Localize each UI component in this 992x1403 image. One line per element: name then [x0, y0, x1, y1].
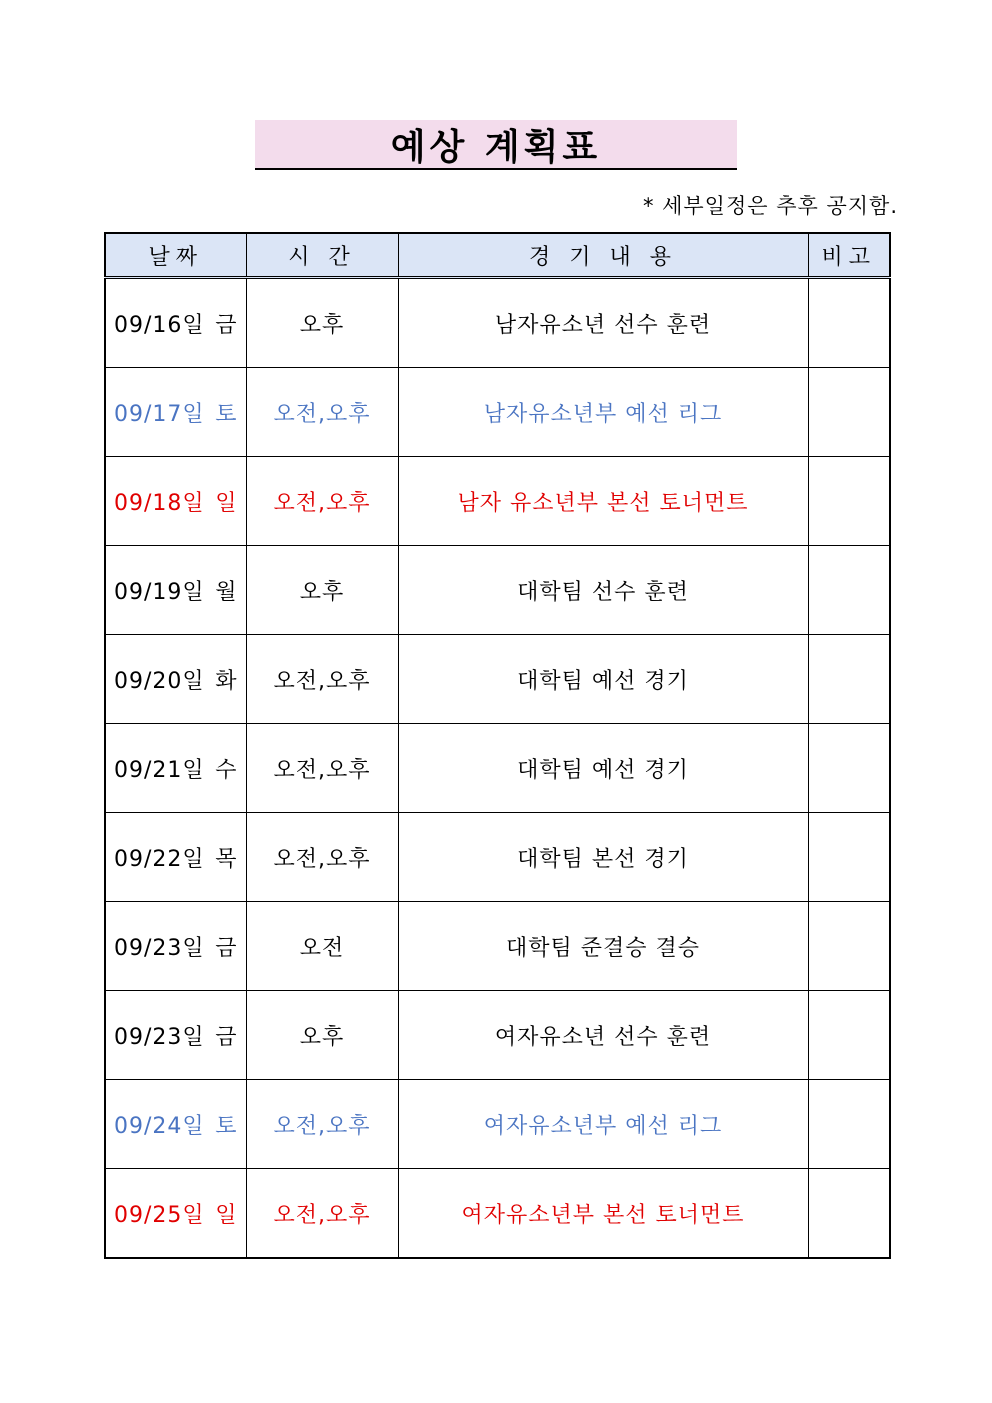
table-row — [105, 991, 890, 1080]
date-cell — [105, 813, 246, 902]
content-cell: 대학팀 준결승 결승 — [398, 902, 808, 991]
content-cell: 대학팀 예선 경기 — [398, 724, 808, 813]
date-cell — [105, 278, 246, 368]
table-header-row — [105, 233, 890, 278]
date-text: 09/23일 — [114, 1024, 205, 1050]
remark-cell — [808, 635, 890, 724]
title-banner — [255, 120, 737, 170]
page-title: 예상 계획표 — [390, 126, 602, 168]
table-row — [105, 278, 890, 368]
date-cell — [105, 991, 246, 1080]
remark-cell — [808, 991, 890, 1080]
time-cell: 오전,오후 — [246, 813, 398, 902]
schedule-body — [105, 278, 890, 1259]
date-cell — [105, 902, 246, 991]
weekday-text: 일 — [215, 490, 238, 516]
table-row — [105, 724, 890, 813]
remark-cell — [808, 902, 890, 991]
remark-cell — [808, 368, 890, 457]
table-row — [105, 1169, 890, 1259]
weekday-text: 금 — [215, 312, 238, 338]
weekday-text: 토 — [215, 1113, 238, 1139]
date-cell — [105, 724, 246, 813]
table-row — [105, 813, 890, 902]
table-row — [105, 368, 890, 457]
time-cell: 오후 — [246, 278, 398, 368]
time-cell: 오전,오후 — [246, 635, 398, 724]
content-cell: 남자 유소년부 본선 토너먼트 — [398, 457, 808, 546]
remark-cell — [808, 1080, 890, 1169]
date-text: 09/24일 — [114, 1113, 205, 1139]
remark-cell — [808, 546, 890, 635]
remark-cell — [808, 457, 890, 546]
date-text: 09/23일 — [114, 935, 205, 961]
table-row — [105, 546, 890, 635]
remark-cell — [808, 813, 890, 902]
content-cell: 여자유소년부 예선 리그 — [398, 1080, 808, 1169]
date-text: 09/25일 — [114, 1202, 205, 1228]
date-text: 09/22일 — [114, 846, 205, 872]
date-cell — [105, 546, 246, 635]
remark-cell — [808, 1169, 890, 1259]
weekday-text: 금 — [215, 1024, 238, 1050]
header-content: 경 기 내 용 — [398, 233, 808, 278]
weekday-text: 토 — [215, 401, 238, 427]
content-cell: 남자유소년부 예선 리그 — [398, 368, 808, 457]
table-row — [105, 1080, 890, 1169]
time-cell: 오전 — [246, 902, 398, 991]
content-cell: 여자유소년 선수 훈련 — [398, 991, 808, 1080]
header-date: 날짜 — [105, 233, 246, 278]
remark-cell — [808, 724, 890, 813]
time-cell: 오전,오후 — [246, 457, 398, 546]
time-cell: 오후 — [246, 991, 398, 1080]
content-cell: 대학팀 본선 경기 — [398, 813, 808, 902]
date-text: 09/20일 — [114, 668, 205, 694]
weekday-text: 수 — [215, 757, 238, 783]
weekday-text: 화 — [215, 668, 238, 694]
time-cell: 오전,오후 — [246, 368, 398, 457]
date-text: 09/19일 — [114, 579, 205, 605]
table-row — [105, 902, 890, 991]
time-cell: 오후 — [246, 546, 398, 635]
date-text: 09/17일 — [114, 401, 205, 427]
weekday-text: 일 — [215, 1202, 238, 1228]
date-cell — [105, 1080, 246, 1169]
time-cell: 오전,오후 — [246, 1169, 398, 1259]
header-remark: 비고 — [808, 233, 890, 278]
date-text: 09/21일 — [114, 757, 205, 783]
date-cell — [105, 368, 246, 457]
header-time: 시 간 — [246, 233, 398, 278]
date-cell — [105, 635, 246, 724]
content-cell: 여자유소년부 본선 토너먼트 — [398, 1169, 808, 1259]
weekday-text: 금 — [215, 935, 238, 961]
content-cell: 대학팀 선수 훈련 — [398, 546, 808, 635]
table-row — [105, 635, 890, 724]
weekday-text: 목 — [215, 846, 238, 872]
content-cell: 남자유소년 선수 훈련 — [398, 278, 808, 368]
remark-cell — [808, 278, 890, 368]
weekday-text: 월 — [215, 579, 238, 605]
schedule-note: * 세부일정은 추후 공지함. — [642, 194, 898, 218]
time-cell: 오전,오후 — [246, 724, 398, 813]
table-row — [105, 457, 890, 546]
date-text: 09/16일 — [114, 312, 205, 338]
time-cell: 오전,오후 — [246, 1080, 398, 1169]
date-text: 09/18일 — [114, 490, 205, 516]
date-cell — [105, 1169, 246, 1259]
schedule-table — [104, 232, 891, 1259]
content-cell: 대학팀 예선 경기 — [398, 635, 808, 724]
date-cell — [105, 457, 246, 546]
